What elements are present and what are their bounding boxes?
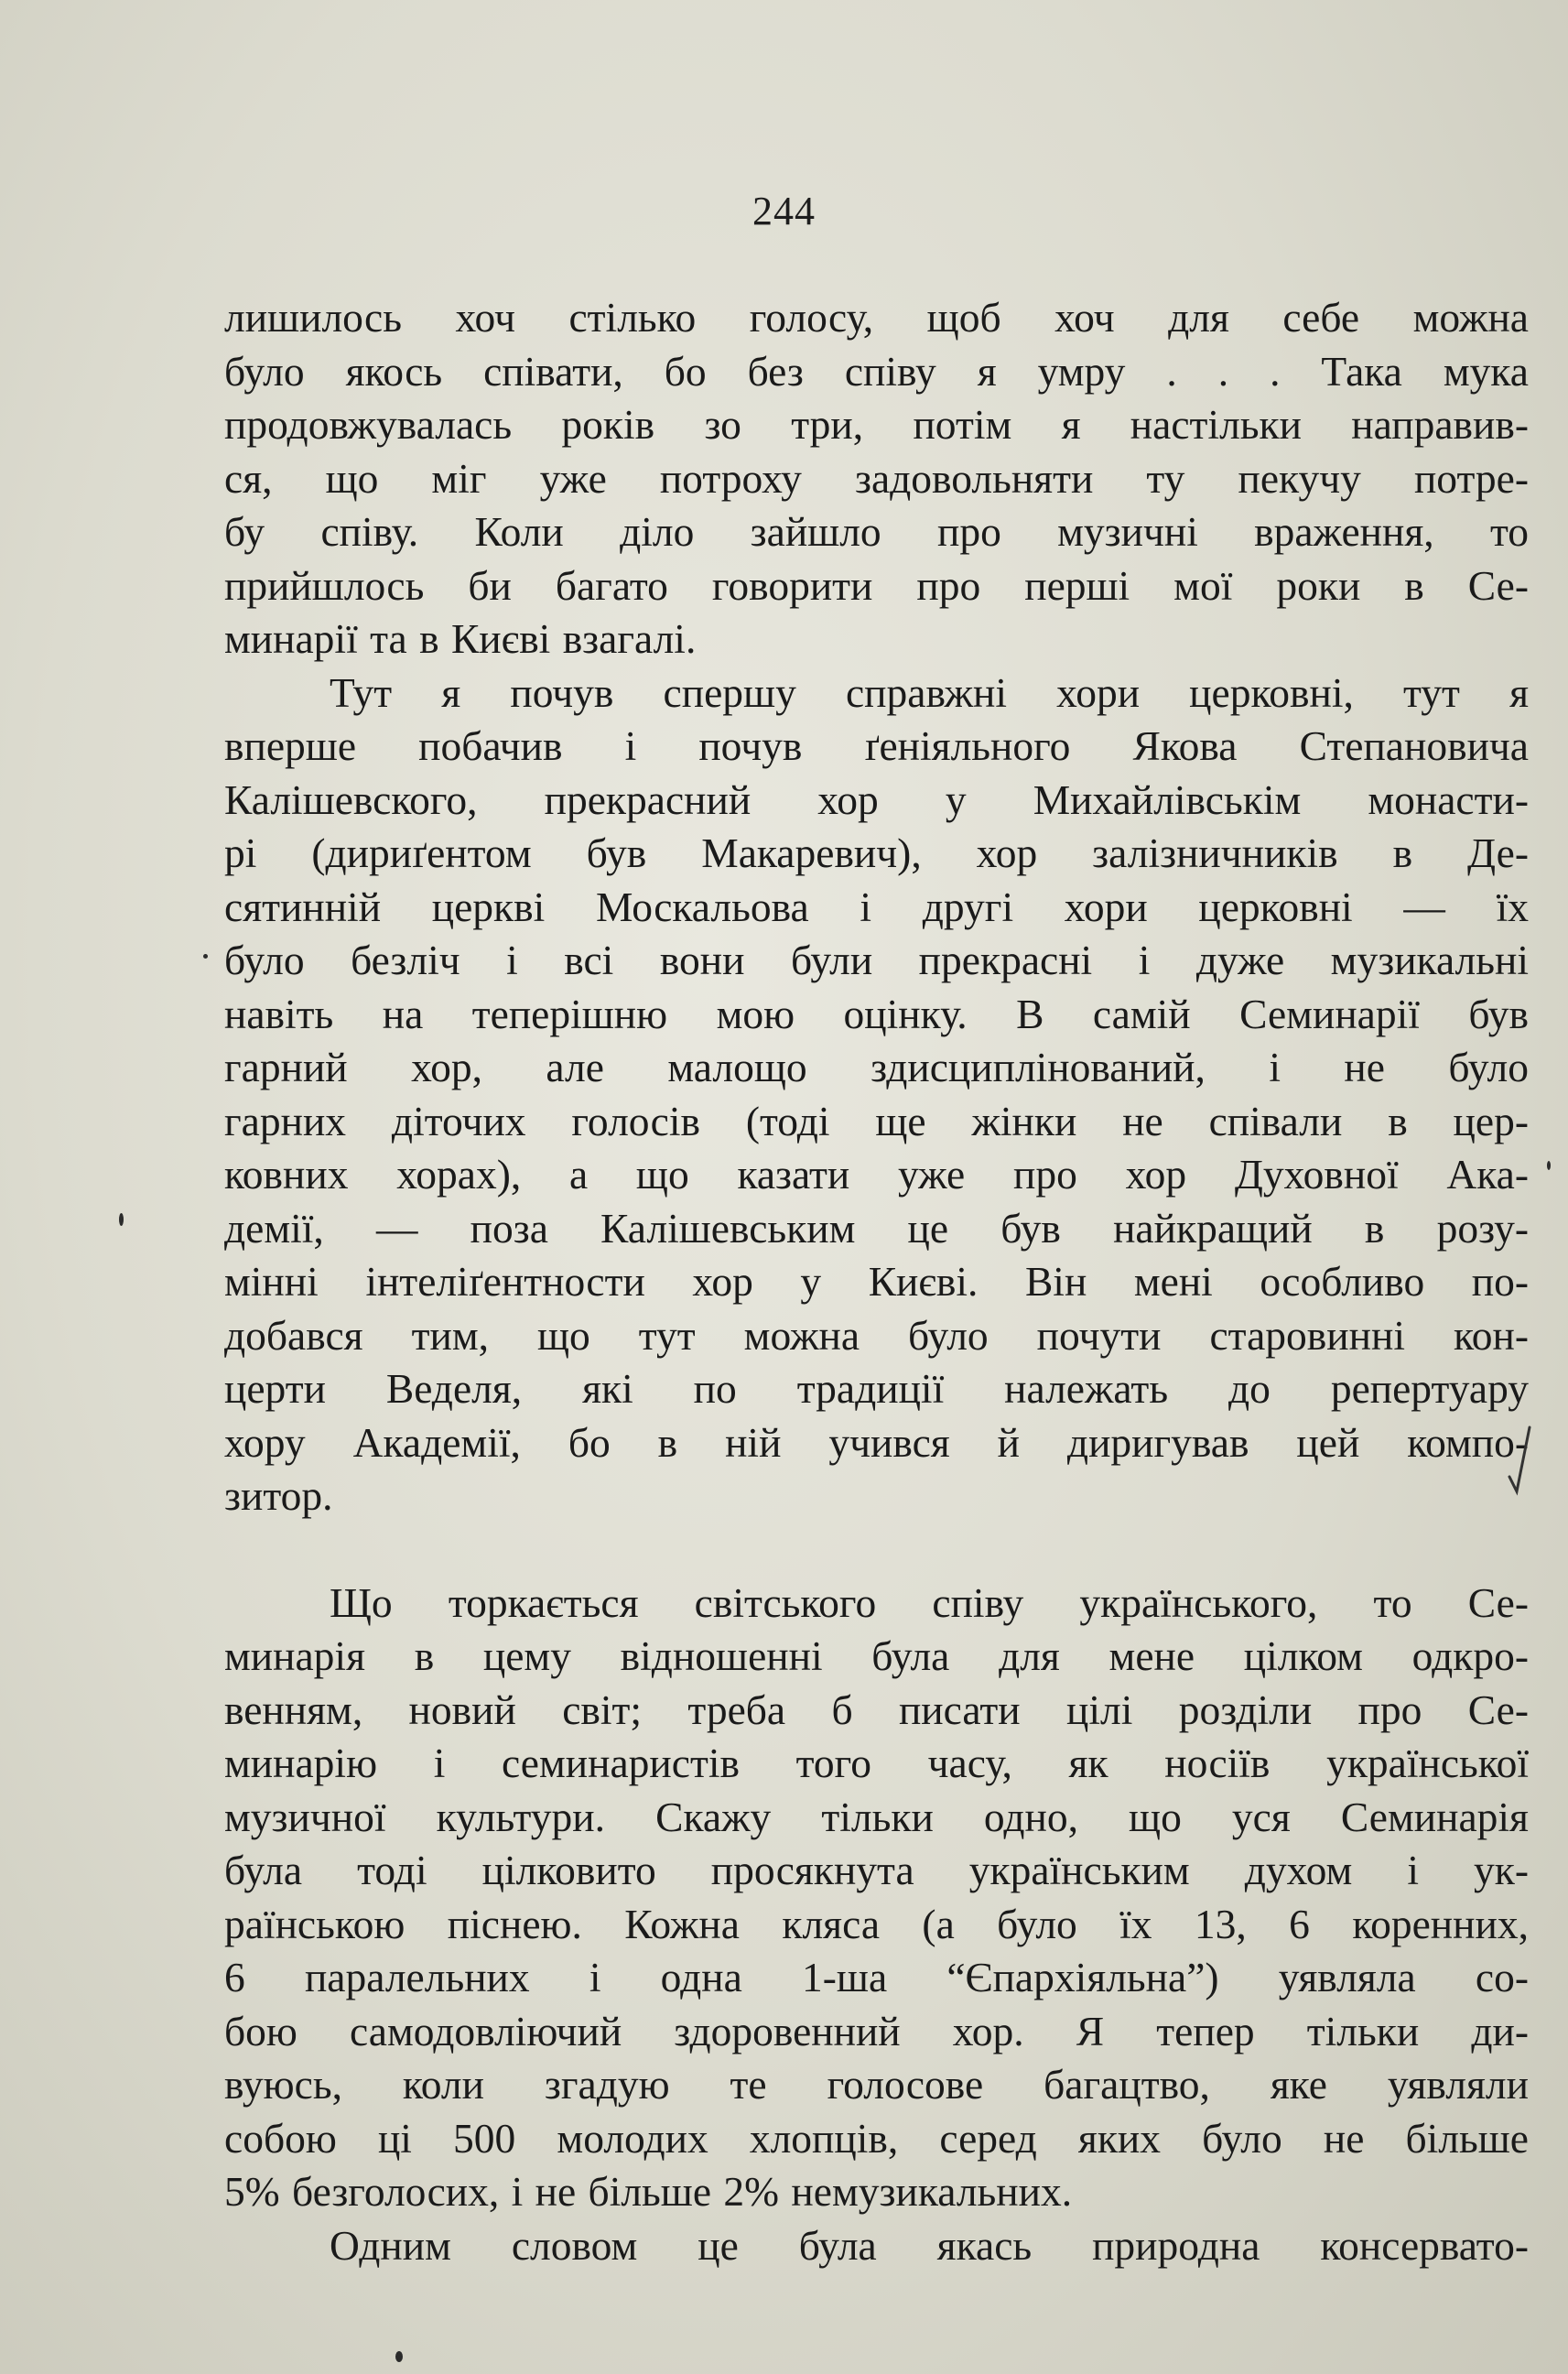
text-line: Що торкається світського співу українського, то Се- bbox=[330, 1578, 1529, 1626]
text-line: хору Академії, бо в ній учився й диригував цей компо- bbox=[224, 1418, 1529, 1466]
text-line: венням, новий світ; треба б писати цілі розділи про Се- bbox=[224, 1686, 1529, 1733]
text-line: минарія в цему відношенні була для мене цілком одкро- bbox=[224, 1632, 1529, 1679]
text-line: було безліч і всі вони були прекрасні і дуже музикальні bbox=[224, 937, 1529, 983]
section-gap bbox=[224, 1523, 1529, 1577]
paragraph bbox=[224, 1577, 1529, 2219]
text-line: вперше побачив і почув ґеніяльного Якова Степановича bbox=[224, 722, 1529, 769]
text-line: Калішевского, прекрасний хор у Михайлівськім монасти- bbox=[224, 775, 1529, 823]
text-line: прийшлось би багато говорити про перші мої роки в Се- bbox=[224, 561, 1529, 609]
text-line: навіть на теперішню мою оцінку. В самій Семинарії був bbox=[224, 990, 1529, 1037]
scan-speck bbox=[119, 1213, 124, 1226]
text-line: бою самодовліючий здоровенний хор. Я тепер тільки ди- bbox=[224, 2007, 1529, 2054]
paragraph bbox=[224, 667, 1529, 1523]
text-line: лишилось хоч стілько голосу, щоб хоч для себе можна bbox=[224, 294, 1529, 341]
text-line: собою ці 500 молодих хлопців, серед яких було не більше bbox=[224, 2114, 1529, 2162]
paragraph bbox=[224, 291, 1529, 667]
text-line: 5% безголосих, і не більше 2% немузикальних. bbox=[224, 2168, 1073, 2215]
text-line: гарних діточих голосів (тоді ще жінки не співали в цер- bbox=[224, 1097, 1529, 1144]
text-line: Одним словом це була якась природна консервато- bbox=[330, 2221, 1529, 2269]
body-text bbox=[224, 291, 1529, 2272]
scan-speck bbox=[1547, 1161, 1551, 1170]
text-line: минарії та в Києві взагалі. bbox=[224, 615, 697, 662]
handwritten-check-mark bbox=[1506, 1424, 1533, 1497]
text-line: ковних хорах), а що казати уже про хор Духовної Ака- bbox=[224, 1151, 1529, 1198]
scan-speck bbox=[395, 2351, 403, 2362]
text-line: мінні інтеліґентности хор у Києві. Він мені особливо по- bbox=[224, 1258, 1529, 1305]
text-line: церти Веделя, які по традиції належать до репертуару bbox=[224, 1365, 1529, 1412]
text-line: гарний хор, але малощо здисциплінований, і не було bbox=[224, 1044, 1529, 1090]
text-line: ся, що міг уже потроху задовольняти ту пекучу потре- bbox=[224, 454, 1529, 502]
text-line: 6 паралельних і одна 1-ша “Єпархіяльна”) уявляла со- bbox=[224, 1954, 1529, 2000]
text-line: була тоді цілковито просякнута українським духом і ук- bbox=[224, 1847, 1529, 1893]
text-line: Тут я почув спершу справжні хори церковні, тут я bbox=[330, 668, 1529, 716]
text-line: музичної культури. Скажу тільки одно, що уся Семинарія bbox=[224, 1793, 1529, 1840]
text-line: демії, — поза Калішевським це був найкращий в розу- bbox=[224, 1204, 1529, 1252]
text-line: раїнською піснею. Кожна кляса (а було їх 13, 6 коренних, bbox=[224, 1900, 1529, 1947]
text-line: рі (дириґентом був Макаревич), хор залізничників в Де- bbox=[224, 829, 1529, 876]
text-line: продовжувалась років зо три, потім я настільки направив- bbox=[224, 401, 1529, 448]
text-line: добався тим, що тут можна було почути старовинні кон- bbox=[224, 1311, 1529, 1359]
text-line: сятинній церкві Москальова і другі хори церковні — їх bbox=[224, 883, 1529, 930]
text-line: минарію і семинаристів того часу, як носіїв української bbox=[224, 1740, 1529, 1786]
text-line: бу співу. Коли діло зайшло про музичні враження, то bbox=[224, 508, 1529, 555]
text-line: зитор. bbox=[224, 1472, 333, 1519]
paragraph bbox=[224, 2219, 1529, 2273]
text-line: було якось співати, бо без співу я умру . . . Така мука bbox=[224, 347, 1529, 395]
scan-speck bbox=[203, 954, 208, 959]
text-line: вуюсь, коли згадую те голосове багацтво, яке уявляли bbox=[224, 2061, 1529, 2108]
page-number: 244 bbox=[752, 189, 816, 233]
